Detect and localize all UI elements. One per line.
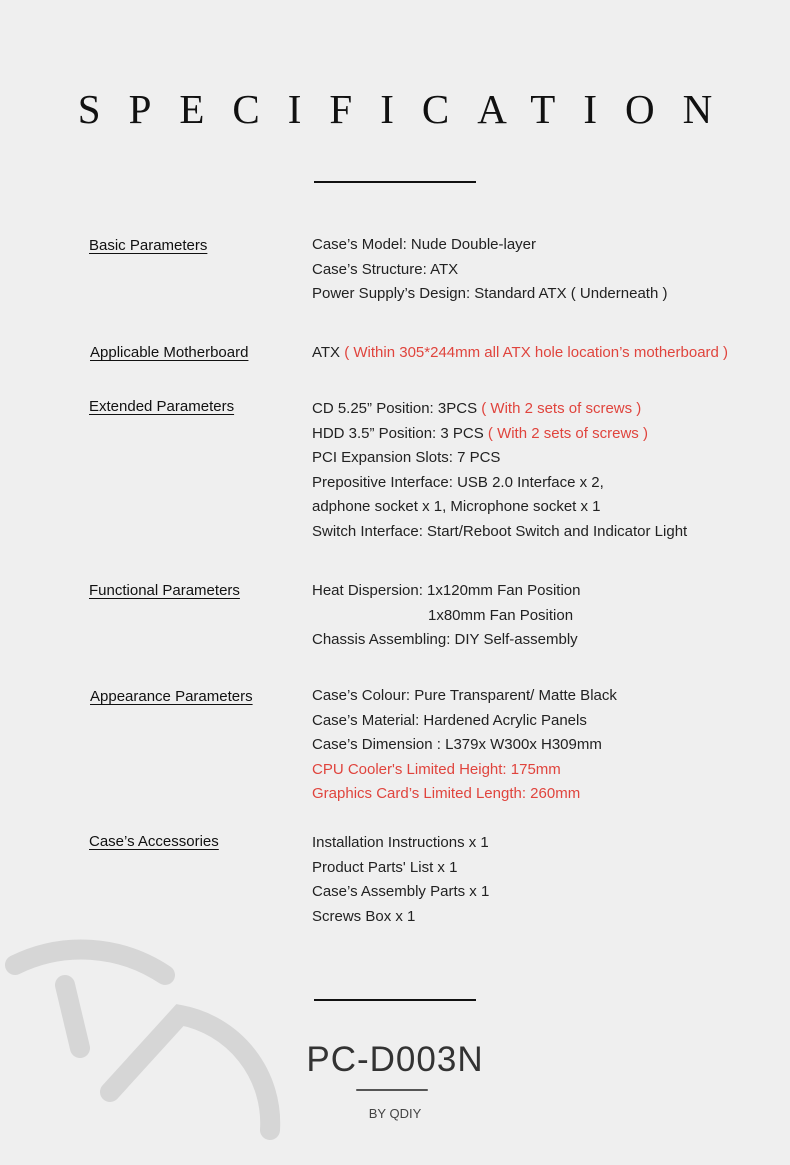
- spec-line: HDD 3.5” Position: 3 PCS ( With 2 sets of screws ): [312, 424, 648, 442]
- title-divider: [314, 181, 476, 183]
- section-label-functional: Functional Parameters: [89, 582, 240, 599]
- spec-line: Product Parts' List x 1: [312, 858, 458, 876]
- section-values-basic: [312, 233, 667, 307]
- spec-line: Prepositive Interface: USB 2.0 Interface x 2,: [312, 473, 604, 491]
- spec-line: adphone socket x 1, Microphone socket x 1: [312, 498, 601, 515]
- spec-line: Graphics Card’s Limited Length: 260mm: [312, 785, 581, 802]
- section-values-functional: [312, 579, 580, 653]
- spec-line: Case’s Colour: Pure Transparent/ Matte Black: [312, 687, 617, 704]
- section-label-appearance: Appearance Parameters: [90, 688, 253, 705]
- spec-line: Case’s Dimension : L379x W300x H309mm: [312, 736, 602, 753]
- section-label-extended: Extended Parameters: [89, 398, 235, 415]
- spec-line: Case’s Structure: ATX: [312, 260, 459, 278]
- model-name: PC-D003N: [306, 1040, 484, 1079]
- spec-line: Case’s Model: Nude Double-layer: [312, 236, 537, 253]
- spec-line: ATX ( Within 305*244mm all ATX hole location’s motherboard ): [312, 344, 729, 361]
- spec-line: Switch Interface: Start/Reboot Switch and Indicator Light: [312, 522, 688, 540]
- spec-line: CD 5.25” Position: 3PCS ( With 2 sets of screws ): [312, 400, 642, 417]
- spec-line: Installation Instructions x 1: [312, 834, 489, 851]
- section-values-motherboard: [312, 341, 728, 366]
- spec-line: Power Supply’s Design: Standard ATX ( Underneath ): [312, 285, 668, 302]
- spec-line: 1x80mm Fan Position: [428, 606, 574, 624]
- section-values-appearance: [312, 684, 617, 807]
- spec-line: Screws Box x 1: [312, 907, 416, 925]
- section-label-accessories: Case’s Accessories: [89, 833, 219, 850]
- section-label-basic: Basic Parameters: [89, 237, 208, 254]
- footer-divider: [314, 999, 476, 1001]
- model-underline: [356, 1089, 428, 1091]
- spec-line: CPU Cooler's Limited Height: 175mm: [312, 760, 561, 778]
- spec-line: Heat Dispersion: 1x120mm Fan Position: [312, 582, 581, 599]
- spec-line: Chassis Assembling: DIY Self-assembly: [312, 631, 578, 648]
- spec-line: Case’s Material: Hardened Acrylic Panels: [312, 711, 587, 729]
- page-title: SPECIFICATION: [77, 86, 741, 132]
- spec-line: Case’s Assembly Parts x 1: [312, 883, 490, 900]
- section-values-extended: [312, 397, 687, 544]
- section-values-accessories: [312, 831, 489, 929]
- brand-byline: BY QDIY: [368, 1106, 422, 1121]
- spec-line: PCI Expansion Slots: 7 PCS: [312, 449, 501, 466]
- section-label-motherboard: Applicable Motherboard: [90, 344, 249, 361]
